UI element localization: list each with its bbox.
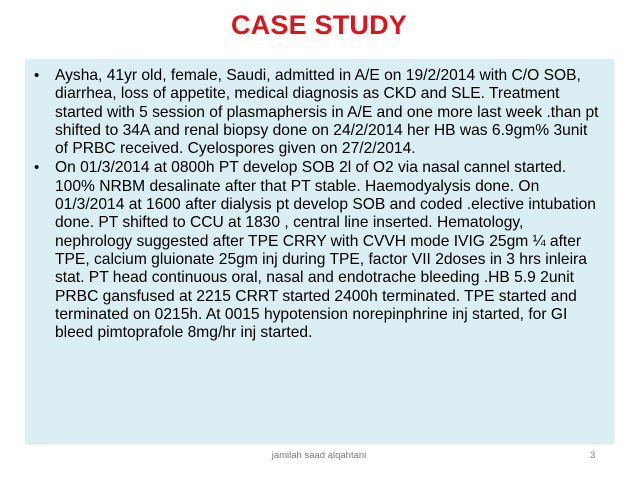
footer-author: jamilah saad alqahtani bbox=[271, 450, 367, 461]
bullet-list bbox=[25, 59, 613, 342]
bullet-item-1 bbox=[31, 67, 599, 158]
page-number: 3 bbox=[590, 450, 596, 461]
bullet-marker: • bbox=[34, 67, 40, 84]
bullet-item-2 bbox=[31, 159, 599, 342]
content-box bbox=[25, 59, 613, 443]
slide-title: CASE STUDY bbox=[230, 10, 408, 40]
bullet-marker: • bbox=[34, 159, 40, 177]
bullet-text-2: On 01/3/2014 at 0800h PT develop SOB 2l of O2 via nasal cannel started. 100% NRBM desalinate after that PT stable. Haemodyalysis done. On 01/3/2014 at 1600 after dialysis pt develop SOB and coded .elective intubation done. PT shifted to CCU at 1830 , central line inserted. Hematology, nephrology suggested after TPE CRRY with CVVH mode IVIG 25gm ¼ after TPE, calcium gluionate 25gm inj during TPE, factor VII 2doses in 3 hrs inleira stat. PT head continuous oral, nasal and endotrache bleeding .HB 5.9 2unit PRBC gansfused at 2215 CRRT started 2400h terminated. TPE started and terminated on 0215h. At 0015 hypotension norepinphrine inj started, for GI bleed pimtoprafole 8mg/hr inj started. bbox=[55, 159, 596, 342]
bullet-text-1: Aysha, 41yr old, female, Saudi, admitted in A/E on 19/2/2014 with C/O SOB, diarrhea, loss of appetite, medical diagnosis as CKD and SLE. Treatment started with 5 session of plasmaphersis in A/E and one more last week .than pt shifted to 34A and renal biopsy done on 24/2/2014 her HB was 6.9gm% 3unit of PRBC received. Cyelospores given on 27/2/2014. bbox=[55, 67, 599, 158]
